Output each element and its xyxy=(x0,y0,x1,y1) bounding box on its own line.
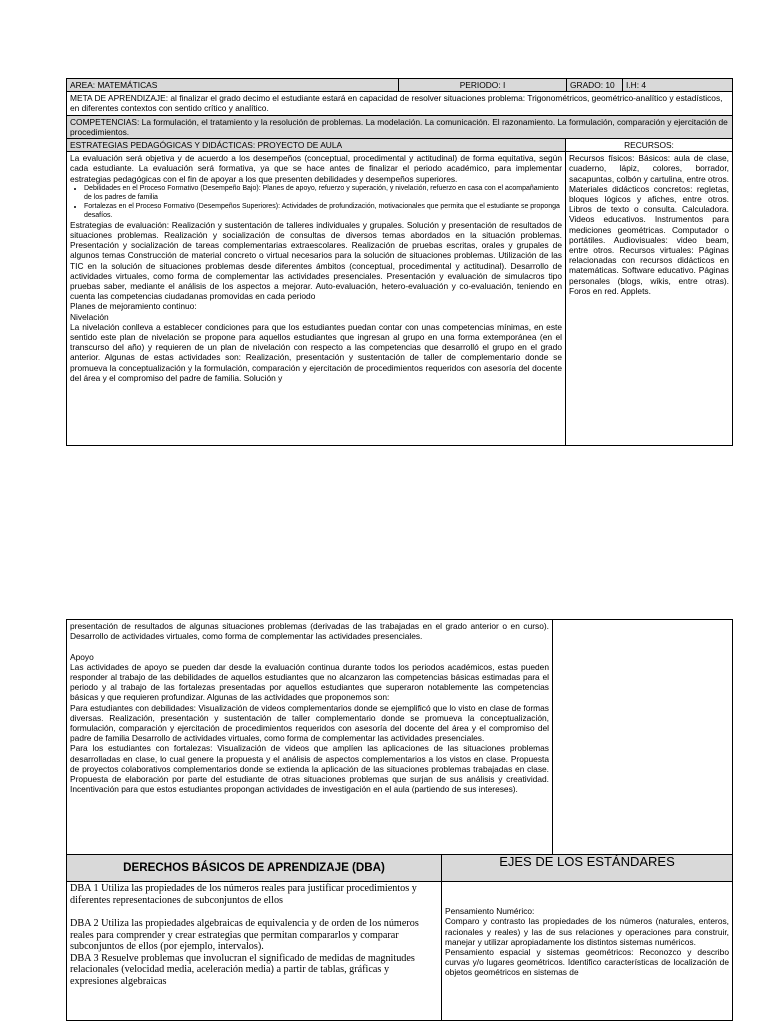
apoyo-title: Apoyo xyxy=(70,651,94,662)
recursos-text: Recursos físicos: Básicos: aula de clase, cuaderno, lápiz, colores, borrador, sacapuntas, colbón y cartulina, entre otros. Materiales didácticos concretos: regletas, bloques lógicos y afiches, entre otros. Libros de texto o consulta. Calculadora. Videos educativos. Instrumentos para mediciones geométricas. Computador o portátiles. Audiovisuales: video beam, entre otros. Recursos virtuales: Páginas relacionadas con recursos didácticos en matemáticas. Software educativo. Páginas personales (blogs, wikis, entre otras). Foros en red. Applets. xyxy=(566,152,733,446)
pensamiento-numerico-title: Pensamiento Numérico: xyxy=(445,906,535,917)
dba-item: DBA 1 Utiliza las propiedades de los números reales para justificar procedimientos y diferentes representaciones de subconjuntos de ellos xyxy=(70,883,417,906)
continuation-text: presentación de resultados de algunas situaciones problemas (derivadas de las trabajadas en el grado anterior o en curso). Desarrollo de actividades virtuales, como forma de complementar las actividades presenciales. xyxy=(70,621,549,642)
bullet-item: • Fortalezas en el Proceso Formativo (Desempeños Superiores): Actividades de profundización, motivacionales que permita que el estudiante se proponga desafíos. xyxy=(84,202,562,220)
ejes-title: EJES DE LOS ESTÁNDARES xyxy=(442,855,733,882)
estrategias-title: ESTRATEGIAS PEDAGÓGICAS Y DIDÁCTICAS: PROYECTO DE AULA xyxy=(67,139,566,152)
dba-table xyxy=(66,854,733,1021)
periodo-cell: PERIODO: I xyxy=(399,79,567,92)
page-two xyxy=(66,619,732,1021)
dba-body xyxy=(67,882,442,1021)
meta-cell: META DE APRENDIZAJE: al finalizar el grado decimo el estudiante estará en capacidad de resolver situaciones problema: Trigonométricos, geométrico-analítico y estadísticos, en diferentes contextos con sentido crítico y analítico. xyxy=(67,92,733,115)
estrategias-body xyxy=(67,152,566,446)
apoyo-text: Las actividades de apoyo se pueden dar desde la evaluación continua durante todos los periodos académicos, estas pueden responder al trabajo de las debilidades de aquellos estudiantes que no alcanzaron las competencias básicas estimadas para el periodo y al trabajo de las fortalezas presentadas por aquellos estudiantes que superaron notablemente las competencias básicas y que requieren profundizar. Algunas de las actividades que proponemos son: xyxy=(70,661,549,703)
evaluacion-text: La evaluación será objetiva y de acuerdo a los desempeños (conceptual, procedimental y actitudinal) de forma equitativa, según cada estudiante. La evaluación será formativa, ya que se hace antes de finalizar el periodo académico, para implementar estrategias pedagógicas con el fin de apoyar a los que presenten debilidades y desempeños superiores. xyxy=(70,153,562,184)
ih-cell: I.H: 4 xyxy=(623,79,733,92)
debilidades-text: Para estudiantes con debilidades: Visualización de videos complementarios donde se ejemplificó que lo visto en clase de formas diversas. Realización, presentación y sustentación de taller complementario donde se promueva la conceptualización, formulación, comparación y ejercitación de procedimientos requeridos con asesoría del docente del área y el compromiso del padre de familia Desarrollo de actividades virtuales, como forma de complementar las actividades presenciales. xyxy=(70,702,549,744)
fortalezas-text: Para los estudiantes con fortalezas: Visualización de videos que amplíen las aplicaciones de las situaciones problemas desarrolladas en clase, lo cual genere la propuesta y el análisis de aspectos complementarios a los vistos en clase. Propuesta de proyectos colaborativos complementarios donde se extienda la aplicación de las situaciones problemas trabajadas en clase. Propuesta de elaboración por parte del estudiante de otras situaciones problemas que surjan de sus análisis y creatividad. Incentivación para que estos estudiantes propongan actividades de investigación en el aula (partiendo de sus intereses). xyxy=(70,743,549,795)
nivelacion-text: La nivelación conlleva a establecer condiciones para que los estudiantes puedan contar con unas competencias mínimas, en este sentido este plan de nivelación se propone para aquellos estudiantes que ingresan al grupo en una forma extemporánea (en el transcurso del año) y requieren de un plan de nivelación con respecto a las competencias que desarrolló el grupo en el grado anterior. Algunas de estas actividades son: Realización, presentación y sustentación de taller de complementario donde se promueva la conceptualización y la formulación, comparación y ejercitación de procedimientos requeridos con asesoría del docente del área y el compromiso del padre de familia. Solución y xyxy=(70,321,562,383)
page-one xyxy=(66,78,732,446)
competencias-cell: COMPETENCIAS: La formulación, el tratamiento y la resolución de problemas. La modelación. La comunicación. El razonamiento. La formulación, comparación y ejercitación de procedimientos. xyxy=(67,115,733,138)
estrategias-eval-text: Estrategias de evaluación: Realización y sustentación de talleres individuales y grupales. Solución y presentación de resultados de situaciones problemas. Realización y socialización de consultas de diversos temas abordados en la situación problemas. Presentación y socialización de tareas complementarias extraescolares. Realización de pruebas escritas, orales y grupales de algunos temas Construcción de material concreto o virtual necesarios para la solución de situaciones problemas. Utilización de las TIC en la solución de situaciones problemas desde diferentes ámbitos (conceptual, procedimental y actitudinal). Desarrollo de actividades virtuales, como forma de complementar las actividades presenciales. Presentación y evaluación de simulacros tipo pruebas saber, mediante el análisis de los aspectos a mejorar. Auto-evaluación, hetero-evaluación y co-evaluación, teniendo en cuenta las competencias ciudadanas promovidas en cada periodo xyxy=(70,219,562,302)
header-row xyxy=(67,79,733,92)
pensamiento-numerico-text: Comparo y contrasto las propiedades de los números (naturales, enteros, racionales y reales) y las de sus relaciones y operaciones para construir, manejar y utilizar apropiadamente los distintos sistemas numéricos. xyxy=(445,916,729,947)
plan-table xyxy=(66,78,733,139)
pensamiento-espacial-text: Pensamiento espacial y sistemas geométricos: Reconozco y describo curvas y/o lugares geométricos. Identifico características de localización de objetos geométricos en sistemas de xyxy=(445,947,729,978)
dba-item: DBA 3 Resuelve problemas que involucran el significado de medidas de magnitudes relacionales (velocidad media, aceleración media) a partir de tablas, gráficas y expresiones algebraicas xyxy=(70,952,415,987)
continuation-table xyxy=(66,619,733,855)
estrategias-table xyxy=(66,138,733,446)
nivelacion-title: Nivelación xyxy=(70,311,109,322)
dba-item: DBA 2 Utiliza las propiedades algebraicas de equivalencia y de orden de los números reales para comprender y crear estrategias que permitan compararlos y comparar subconjuntos de ellos (por ejemplo, intervalos). xyxy=(70,917,419,953)
empty-cell xyxy=(553,620,733,855)
bullet-item: • Debilidades en el Proceso Formativo (Desempeño Bajo): Planes de apoyo, refuerzo y superación, y nivelación, refuerzo en casa con el acompañamiento de los padres de familia xyxy=(84,184,562,202)
dba-title: DERECHOS BÁSICOS DE APRENDIZAJE (DBA) xyxy=(67,855,442,882)
grado-cell: GRADO: 10 xyxy=(567,79,623,92)
area-cell: AREA: MATEMÁTICAS xyxy=(67,79,399,92)
planes-text: Planes de mejoramiento continuo: xyxy=(70,301,197,312)
bullet-list xyxy=(70,184,562,220)
ejes-body xyxy=(442,882,733,1021)
continuation-body xyxy=(67,620,553,855)
recursos-title: RECURSOS: xyxy=(566,139,733,152)
